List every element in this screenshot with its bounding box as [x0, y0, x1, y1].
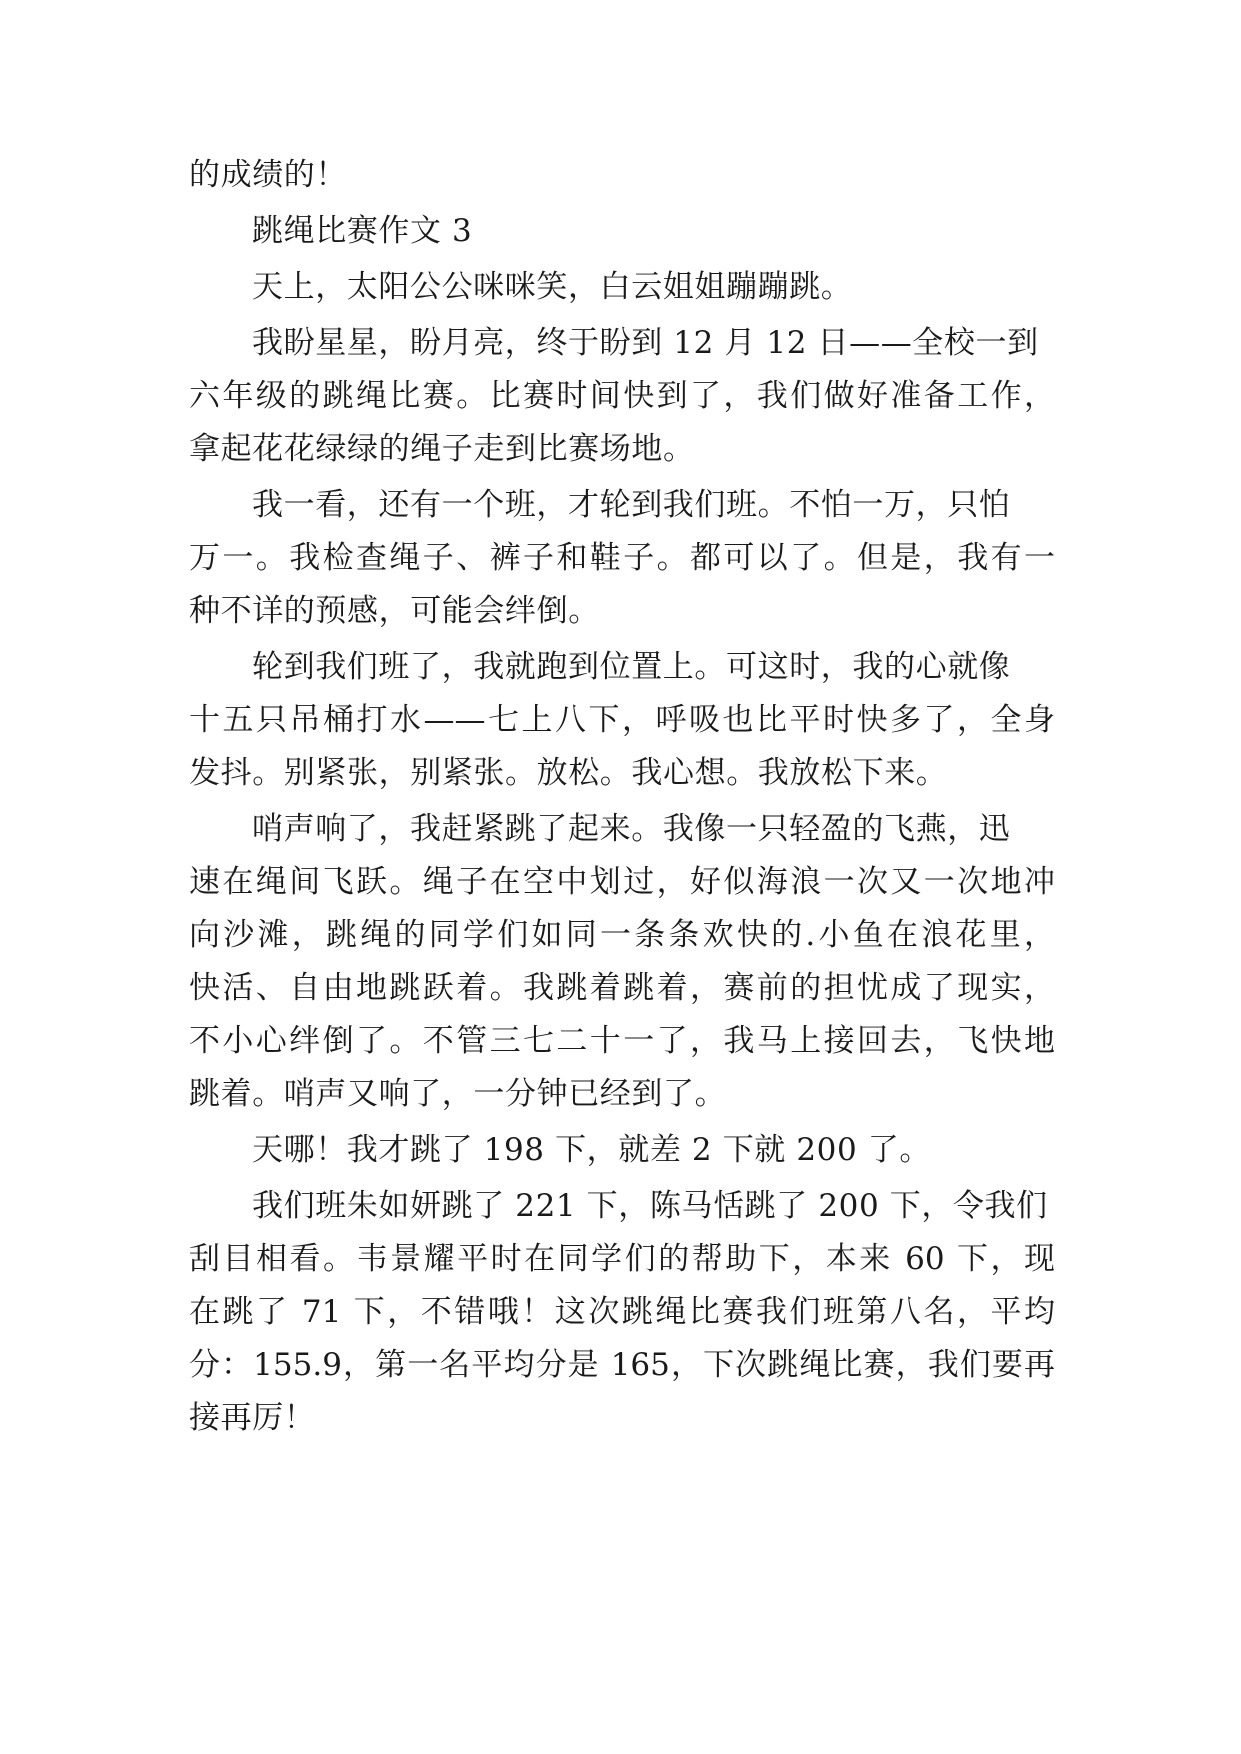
- text-line: 我一看，还有一个班，才轮到我们班。不怕一万，只怕: [252, 487, 1011, 523]
- text-line: 速在绳间飞跃。绳子在空中划过，好似海浪一次又一次地冲: [189, 864, 1055, 900]
- text-line: 十五只吊桶打水——七上八下，呼吸也比平时快多了，全身: [189, 702, 1055, 738]
- text-line: 分：155.9，第一名平均分是 165，下次跳绳比赛，我们要再: [189, 1347, 1055, 1383]
- text-line: 刮目相看。韦景耀平时在同学们的帮助下，本来 60 下，现: [189, 1241, 1055, 1277]
- text-line: 不小心绊倒了。不管三七二十一了，我马上接回去，飞快地: [189, 1023, 1055, 1059]
- text-line: 轮到我们班了，我就跑到位置上。可这时，我的心就像: [252, 649, 1011, 685]
- text-line: 种不详的预感，可能会绊倒。: [189, 593, 600, 629]
- text-line: 天哪！我才跳了 198 下，就差 2 下就 200 了。: [252, 1132, 931, 1168]
- text-line: 我们班朱如妍跳了 221 下，陈马恬跳了 200 下，令我们: [252, 1188, 1048, 1224]
- text-line: 接再厉！: [189, 1400, 316, 1436]
- text-line: 哨声响了，我赶紧跳了起来。我像一只轻盈的飞燕，迅: [252, 811, 1011, 847]
- text-line: 万一。我检查绳子、裤子和鞋子。都可以了。但是，我有一: [189, 540, 1055, 576]
- text-line: 拿起花花绿绿的绳子走到比赛场地。: [189, 431, 695, 467]
- text-line: 跳着。哨声又响了，一分钟已经到了。: [189, 1076, 727, 1112]
- text-line: 发抖。别紧张，别紧张。放松。我心想。我放松下来。: [189, 755, 948, 791]
- text-line: 我盼星星，盼月亮，终于盼到 12 月 12 日——全校一到: [252, 325, 1039, 361]
- text-line: 快活、自由地跳跃着。我跳着跳着，赛前的担忧成了现实，: [189, 970, 1055, 1006]
- text-line: 向沙滩，跳绳的同学们如同一条条欢快的.小鱼在浪花里，: [189, 917, 1055, 953]
- text-line: 的成绩的！: [189, 157, 347, 193]
- text-line: 在跳了 71 下，不错哦！这次跳绳比赛我们班第八名，平均: [189, 1294, 1055, 1330]
- essay-heading: 跳绳比赛作文 3: [252, 213, 473, 249]
- text-line: 六年级的跳绳比赛。比赛时间快到了，我们做好准备工作，: [189, 378, 1055, 414]
- text-line: 天上，太阳公公咪咪笑，白云姐姐蹦蹦跳。: [252, 269, 853, 305]
